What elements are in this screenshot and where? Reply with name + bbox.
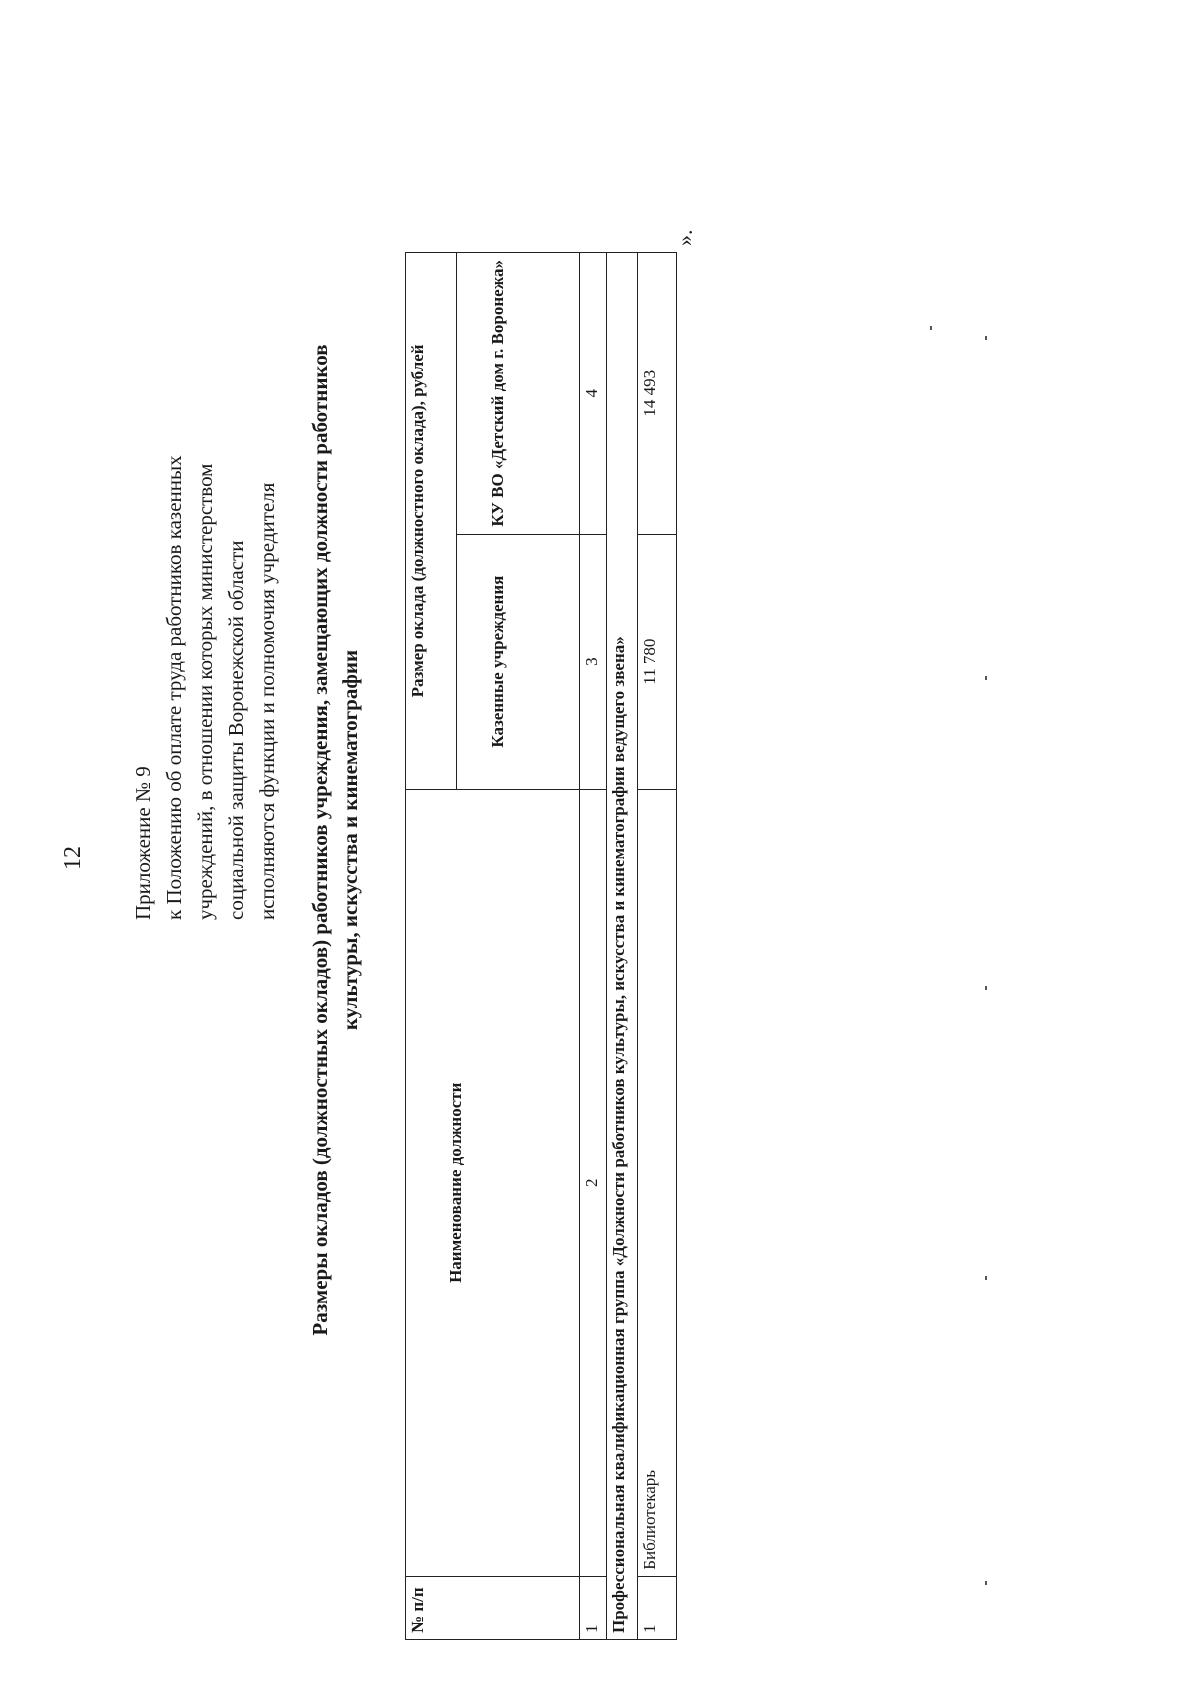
scan-speck xyxy=(930,326,932,330)
row-kazennye-value: 11 780 xyxy=(638,534,677,789)
scan-speck xyxy=(985,676,987,680)
title-line: культуры, искусства и кинематографии xyxy=(338,649,362,1031)
appendix-line: исполняются функции и полномочия учредителя xyxy=(255,482,279,920)
row-position: Библиотекарь xyxy=(638,789,677,1576)
column-index: 4 xyxy=(580,253,607,535)
scan-speck xyxy=(985,986,987,990)
row-ku-vo-value: 14 493 xyxy=(638,253,677,535)
column-index: 1 xyxy=(580,1576,607,1639)
table-row xyxy=(638,253,677,1640)
column-index: 2 xyxy=(580,789,607,1576)
header-kazennye: Казенные учреждения xyxy=(457,534,580,789)
qualification-group-label: Профессиональная квалификационная группа «Должности работников культуры, искусства и кинематографии ведущего звена» xyxy=(607,253,638,1640)
appendix-line: социальной защиты Воронежской области xyxy=(224,540,248,920)
scan-speck xyxy=(985,1581,987,1585)
document-title xyxy=(305,90,365,1590)
closing-quote-mark: ». xyxy=(672,229,697,246)
row-num: 1 xyxy=(638,1576,677,1639)
salary-table xyxy=(405,252,677,1640)
header-num: № п/п xyxy=(406,1576,580,1639)
column-index-row xyxy=(580,253,607,1640)
scan-speck xyxy=(985,1276,987,1280)
header-ku-vo: КУ ВО «Детский дом г. Воронежа» xyxy=(457,253,580,535)
title-line: Размеры окладов (должностных окладов) работников учреждения, замещающих должности работников xyxy=(308,344,332,1336)
appendix-block xyxy=(128,200,283,920)
appendix-line: учреждений, в отношении которых министерством xyxy=(193,463,217,920)
table-header-row xyxy=(406,253,457,1640)
column-index: 3 xyxy=(580,534,607,789)
header-position-name: Наименование должности xyxy=(406,789,580,1576)
qualification-group-row xyxy=(607,253,638,1640)
page-number: 12 xyxy=(60,846,86,870)
appendix-line: Приложение № 9 xyxy=(131,766,155,920)
header-salary-size: Размер оклада (должностного оклада), рублей xyxy=(406,253,457,790)
scan-speck xyxy=(985,336,987,340)
appendix-line: к Положению об оплате труда работников казенных xyxy=(162,455,186,920)
rotated-document-page xyxy=(60,60,780,1640)
